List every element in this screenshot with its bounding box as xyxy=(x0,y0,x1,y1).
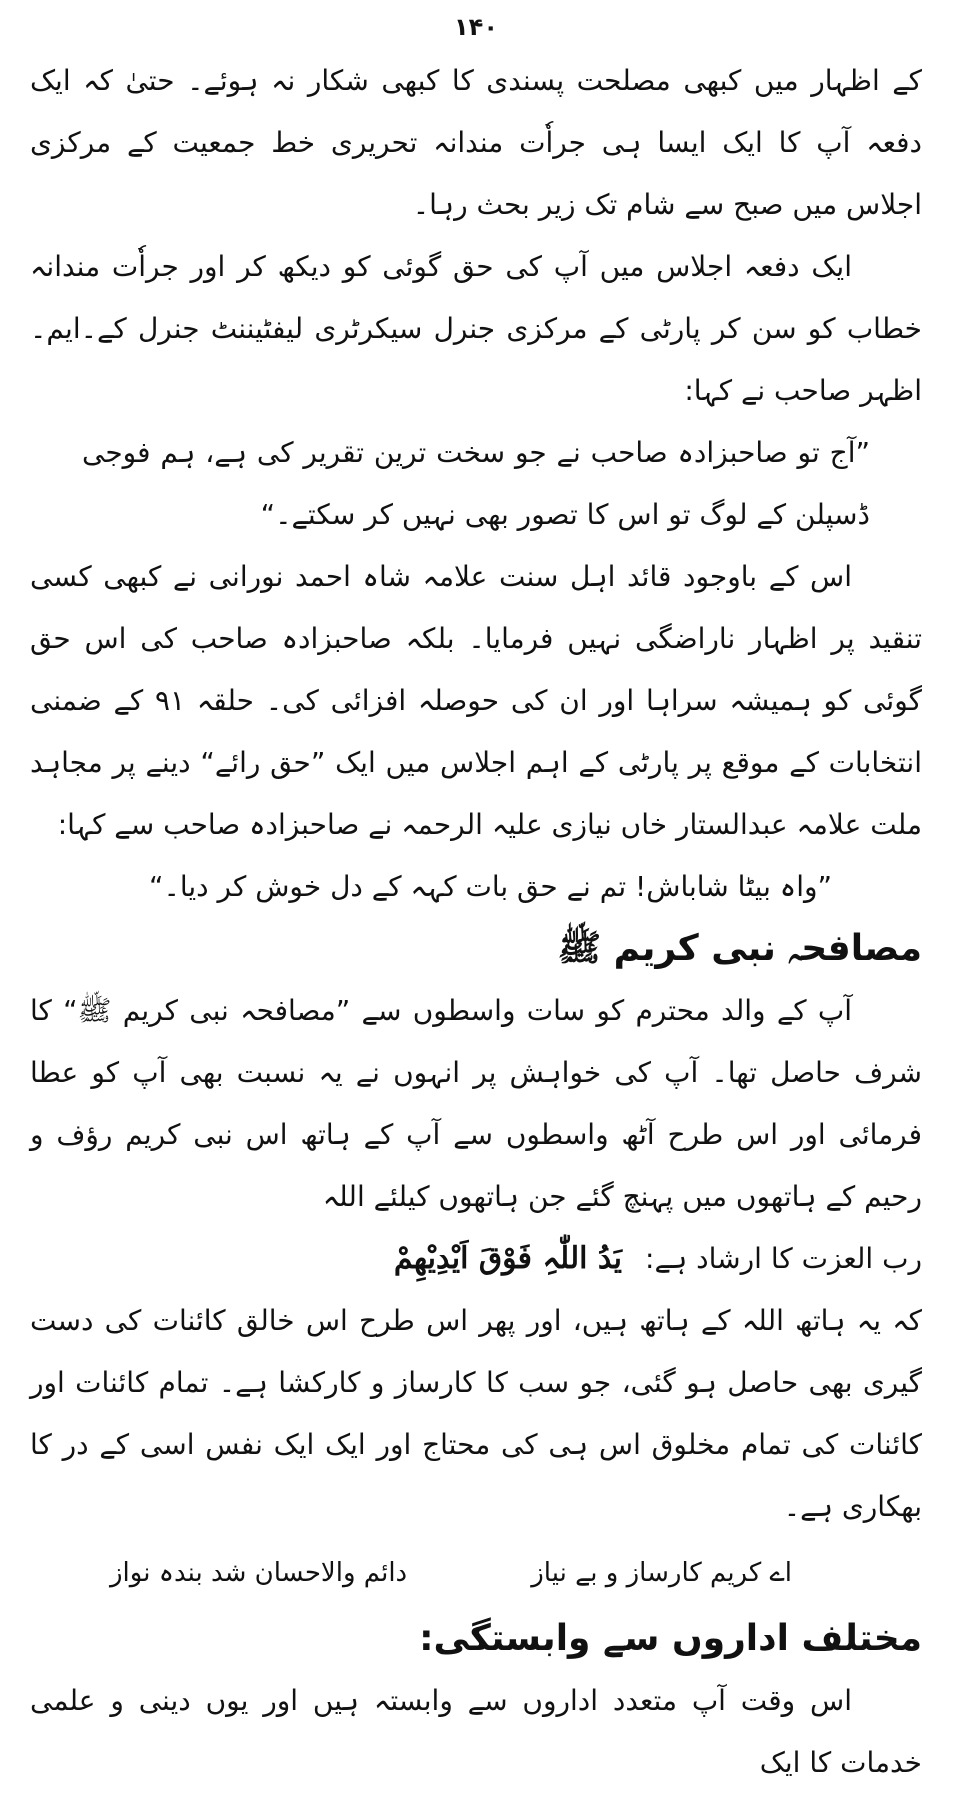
verse-lead-text: رب العزت کا ارشاد ہے: xyxy=(645,1242,922,1275)
paragraph-km-azhar xyxy=(30,236,922,422)
couplet-second-half: دائم والاحسان شد بندہ نواز xyxy=(110,1558,408,1588)
persian-couplet xyxy=(30,1538,922,1608)
text-line: کہ یہ ہاتھ اللہ کے ہاتھ ہیں، اور پھر اس طرح اس خالق کائنات کی دست گیری بھی حاصل ہو xyxy=(30,1304,923,1399)
heading-institutions: مختلف اداروں سے وابستگی: xyxy=(419,1618,922,1659)
paragraph-intro xyxy=(30,50,922,236)
text-line: کے اظہار میں کبھی مصلحت پسندی کا کبھی شکار نہ ہوئے۔ حتیٰ کہ ایک دفعہ آپ کا ایک ایسا ہی xyxy=(30,64,922,159)
text-line: اس کے باوجود قائد اہل سنت علامہ شاہ احمد نورانی نے کبھی کسی تنقید پر اظہار ناراضگی xyxy=(30,560,922,655)
text-line: علامہ عبدالستار خاں نیازی علیہ الرحمہ نے صاحبزادہ صاحب سے کہا: xyxy=(57,808,862,841)
quote-km-azhar xyxy=(30,422,922,546)
verse-line xyxy=(30,1228,922,1290)
text-line: نہیں فرمایا۔ بلکہ صاحبزادہ صاحب کی اس حق گوئی کو ہمیشہ سراہا اور ان کی حوصلہ افزائی کی۔ حلقہ xyxy=(30,622,922,717)
paragraph-noorani xyxy=(30,546,922,856)
text-line: جراٗت مندانہ تحریری خط جمعیت کے مرکزی اجلاس میں صبح سے شام تک زیر بحث رہا۔ xyxy=(30,126,922,221)
text-line: تھا۔ آپ کی خواہش پر انہوں نے یہ نسبت بھی آپ کو عطا فرمائی اور اس طرح آٹھ واسطوں xyxy=(30,1056,923,1151)
text-line: گئی، جو سب کا کارساز و کارکشا ہے۔ تمام کائنات اور کائنات کی تمام مخلوق اس ہی کی محتاج اور xyxy=(30,1366,922,1461)
paragraph-institutions: اس وقت آپ متعدد اداروں سے وابستہ ہیں اور یوں دینی و علمی خدمات کا ایک xyxy=(30,1684,922,1779)
text-line: ۹۱ کے ضمنی انتخابات کے موقع پر پارٹی کے اہم اجلاس میں ایک ”حق رائے“ دینے پر مجاہد ملت xyxy=(30,684,922,841)
paragraph-musafaha xyxy=(30,980,922,1228)
quote-niazi: ”واہ بیٹا شاباش! تم نے حق بات کہہ کے دل خوش کر دیا۔“ xyxy=(148,870,832,903)
text-line: ایک ایک نفس اسی کے در کا بھکاری ہے۔ xyxy=(30,1428,922,1523)
couplet-first-half: اے کریم کارساز و بے نیاز xyxy=(531,1558,792,1588)
quote-line: لوگ تو اس کا تصور بھی نہیں کر سکتے۔“ xyxy=(260,498,748,531)
paragraph-hands xyxy=(30,1290,922,1538)
text-line: سے آپ کے ہاتھ اس نبی کریم رؤف و رحیم کے ہاتھوں میں پہنچ گئے جن ہاتھوں کیلئے اللہ xyxy=(30,1118,922,1213)
text-line: آپ کے والد محترم کو سات واسطوں سے ”مصافحہ نبی کریم ﷺ“ کا شرف حاصل xyxy=(30,994,923,1089)
page-number: ۱۴۰ xyxy=(454,13,498,41)
text-line: کے مرکزی جنرل سیکرٹری لیفٹیننٹ جنرل کے۔ایم۔اظہر صاحب نے کہا: xyxy=(30,312,922,407)
quran-ayah: یَدُ اللّٰہِ فَوْقَ اَیْدِیْھِمْ xyxy=(393,1241,622,1276)
quote-line: ”آج تو صاحبزادہ صاحب نے جو سخت ترین تقریر کی ہے، ہم فوجی ڈسپلن کے xyxy=(82,436,870,531)
text-line: ایک دفعہ اجلاس میں آپ کی حق گوئی کو دیکھ کر اور جراٗت مندانہ خطاب کو سن کر پارٹی xyxy=(30,250,922,345)
heading-musafaha: مصافحہ نبی کریم ﷺ xyxy=(557,928,922,969)
